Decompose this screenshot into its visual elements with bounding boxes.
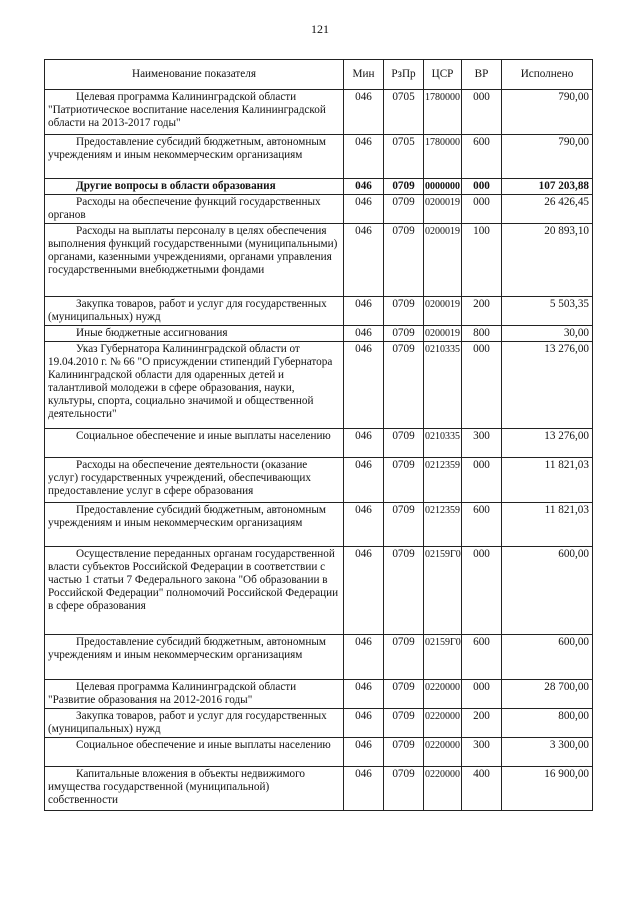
row-sum: 30,00: [502, 326, 593, 342]
row-name: Предоставление субсидий бюджетным, автономным учреждениям и иным некоммерческим организациям: [45, 635, 344, 680]
row-csr: 1780000: [424, 135, 462, 179]
row-vr: 600: [462, 503, 502, 547]
row-name: Социальное обеспечение и иные выплаты населению: [45, 738, 344, 767]
row-csr: 0210335: [424, 429, 462, 458]
row-csr: 0220000: [424, 738, 462, 767]
row-min: 046: [344, 179, 384, 195]
table-row: [45, 738, 593, 767]
row-rzpr: 0709: [384, 547, 424, 635]
row-vr: 000: [462, 179, 502, 195]
row-vr: 300: [462, 738, 502, 767]
row-name: Целевая программа Калининградской области "Патриотическое воспитание населения Калининградской области на 2013-2017 годы": [45, 90, 344, 135]
table-row: [45, 635, 593, 680]
row-sum: 28 700,00: [502, 680, 593, 709]
row-rzpr: 0709: [384, 195, 424, 224]
header-sum: Исполнено: [502, 60, 593, 90]
row-sum: 3 300,00: [502, 738, 593, 767]
row-name: Расходы на выплаты персоналу в целях обеспечения выполнения функций государственными (муниципальными) органами, казенными учреждениями, органами управления государственными внебюджетными фондами: [45, 224, 344, 297]
row-csr: 0200019: [424, 195, 462, 224]
row-rzpr: 0709: [384, 224, 424, 297]
row-csr: 0212359: [424, 458, 462, 503]
table-row: [45, 458, 593, 503]
row-min: 046: [344, 767, 384, 811]
row-vr: 200: [462, 297, 502, 326]
table-row: [45, 90, 593, 135]
row-csr: 0220000: [424, 680, 462, 709]
table-row: [45, 297, 593, 326]
row-min: 046: [344, 342, 384, 429]
budget-table: [44, 59, 593, 811]
row-rzpr: 0705: [384, 90, 424, 135]
row-min: 046: [344, 297, 384, 326]
table-row: [45, 195, 593, 224]
row-sum: 11 821,03: [502, 458, 593, 503]
row-min: 046: [344, 738, 384, 767]
row-rzpr: 0709: [384, 458, 424, 503]
row-min: 046: [344, 326, 384, 342]
row-min: 046: [344, 429, 384, 458]
row-vr: 600: [462, 135, 502, 179]
header-vr: ВР: [462, 60, 502, 90]
row-csr: 02159Г0: [424, 635, 462, 680]
row-csr: 0200019: [424, 326, 462, 342]
row-rzpr: 0709: [384, 709, 424, 738]
row-vr: 200: [462, 709, 502, 738]
row-csr: 0220000: [424, 767, 462, 811]
row-name: Предоставление субсидий бюджетным, автономным учреждениям и иным некоммерческим организациям: [45, 503, 344, 547]
header-csr: ЦСР: [424, 60, 462, 90]
row-sum: 16 900,00: [502, 767, 593, 811]
row-vr: 000: [462, 458, 502, 503]
row-name: Целевая программа Калининградской области "Развитие образования на 2012-2016 годы": [45, 680, 344, 709]
header-name: Наименование показателя: [45, 60, 344, 90]
row-vr: 100: [462, 224, 502, 297]
row-min: 046: [344, 135, 384, 179]
row-rzpr: 0709: [384, 767, 424, 811]
row-min: 046: [344, 680, 384, 709]
row-min: 046: [344, 224, 384, 297]
row-sum: 11 821,03: [502, 503, 593, 547]
row-vr: 000: [462, 195, 502, 224]
row-sum: 13 276,00: [502, 429, 593, 458]
row-rzpr: 0709: [384, 179, 424, 195]
row-vr: 300: [462, 429, 502, 458]
row-sum: 790,00: [502, 135, 593, 179]
table-row: [45, 547, 593, 635]
row-sum: 107 203,88: [502, 179, 593, 195]
row-sum: 20 893,10: [502, 224, 593, 297]
row-sum: 790,00: [502, 90, 593, 135]
row-vr: 000: [462, 547, 502, 635]
row-name: Закупка товаров, работ и услуг для государственных (муниципальных) нужд: [45, 709, 344, 738]
row-rzpr: 0709: [384, 297, 424, 326]
table-body: [45, 90, 593, 811]
table-row: [45, 224, 593, 297]
row-vr: 800: [462, 326, 502, 342]
table-row: [45, 135, 593, 179]
row-csr: 0210335: [424, 342, 462, 429]
row-csr: 0220000: [424, 709, 462, 738]
row-sum: 5 503,35: [502, 297, 593, 326]
row-min: 046: [344, 195, 384, 224]
row-name: Иные бюджетные ассигнования: [45, 326, 344, 342]
row-csr: 0200019: [424, 224, 462, 297]
row-name: Расходы на обеспечение функций государственных органов: [45, 195, 344, 224]
row-min: 046: [344, 547, 384, 635]
row-rzpr: 0709: [384, 342, 424, 429]
row-name: Другие вопросы в области образования: [45, 179, 344, 195]
row-min: 046: [344, 90, 384, 135]
row-sum: 800,00: [502, 709, 593, 738]
row-vr: 000: [462, 342, 502, 429]
table-row: [45, 179, 593, 195]
row-name: Указ Губернатора Калининградской области от 19.04.2010 г. № 66 "О присуждении стипендий Губернатора Калининградской области для одаренных детей и талантливой молодежи в сфере образования, науки, культуры, спорта, социально значимой и общественной деятельности": [45, 342, 344, 429]
row-min: 046: [344, 709, 384, 738]
row-name: Капитальные вложения в объекты недвижимого имущества государственной (муниципальной) собственности: [45, 767, 344, 811]
table-row: [45, 342, 593, 429]
table-row: [45, 429, 593, 458]
row-name: Закупка товаров, работ и услуг для государственных (муниципальных) нужд: [45, 297, 344, 326]
row-rzpr: 0709: [384, 503, 424, 547]
row-vr: 000: [462, 90, 502, 135]
header-min: Мин: [344, 60, 384, 90]
table-row: [45, 503, 593, 547]
row-sum: 600,00: [502, 547, 593, 635]
row-csr: 0200019: [424, 297, 462, 326]
row-vr: 600: [462, 635, 502, 680]
row-sum: 600,00: [502, 635, 593, 680]
row-min: 046: [344, 503, 384, 547]
row-rzpr: 0709: [384, 326, 424, 342]
row-csr: 0000000: [424, 179, 462, 195]
table-row: [45, 709, 593, 738]
row-rzpr: 0709: [384, 429, 424, 458]
table-row: [45, 680, 593, 709]
row-name: Предоставление субсидий бюджетным, автономным учреждениям и иным некоммерческим организациям: [45, 135, 344, 179]
row-name: Расходы на обеспечение деятельности (оказание услуг) государственных учреждений, обеспечивающих предоставление услуг в сфере образования: [45, 458, 344, 503]
table-header-row: [45, 60, 593, 90]
row-sum: 26 426,45: [502, 195, 593, 224]
row-csr: 1780000: [424, 90, 462, 135]
row-rzpr: 0709: [384, 635, 424, 680]
row-csr: 0212359: [424, 503, 462, 547]
row-vr: 000: [462, 680, 502, 709]
row-rzpr: 0709: [384, 680, 424, 709]
row-min: 046: [344, 635, 384, 680]
row-name: Социальное обеспечение и иные выплаты населению: [45, 429, 344, 458]
header-rzpr: РзПр: [384, 60, 424, 90]
row-name: Осуществление переданных органам государственной власти субъектов Российской Федерации в соответствии с частью 1 статьи 7 Федерального закона "Об образовании в Российской Федерации" полномочий Российской Федерации в сфере образования: [45, 547, 344, 635]
row-csr: 02159Г0: [424, 547, 462, 635]
table-row: [45, 767, 593, 811]
row-rzpr: 0705: [384, 135, 424, 179]
row-min: 046: [344, 458, 384, 503]
row-rzpr: 0709: [384, 738, 424, 767]
row-sum: 13 276,00: [502, 342, 593, 429]
row-vr: 400: [462, 767, 502, 811]
table-row: [45, 326, 593, 342]
page-number: 121: [311, 22, 329, 36]
